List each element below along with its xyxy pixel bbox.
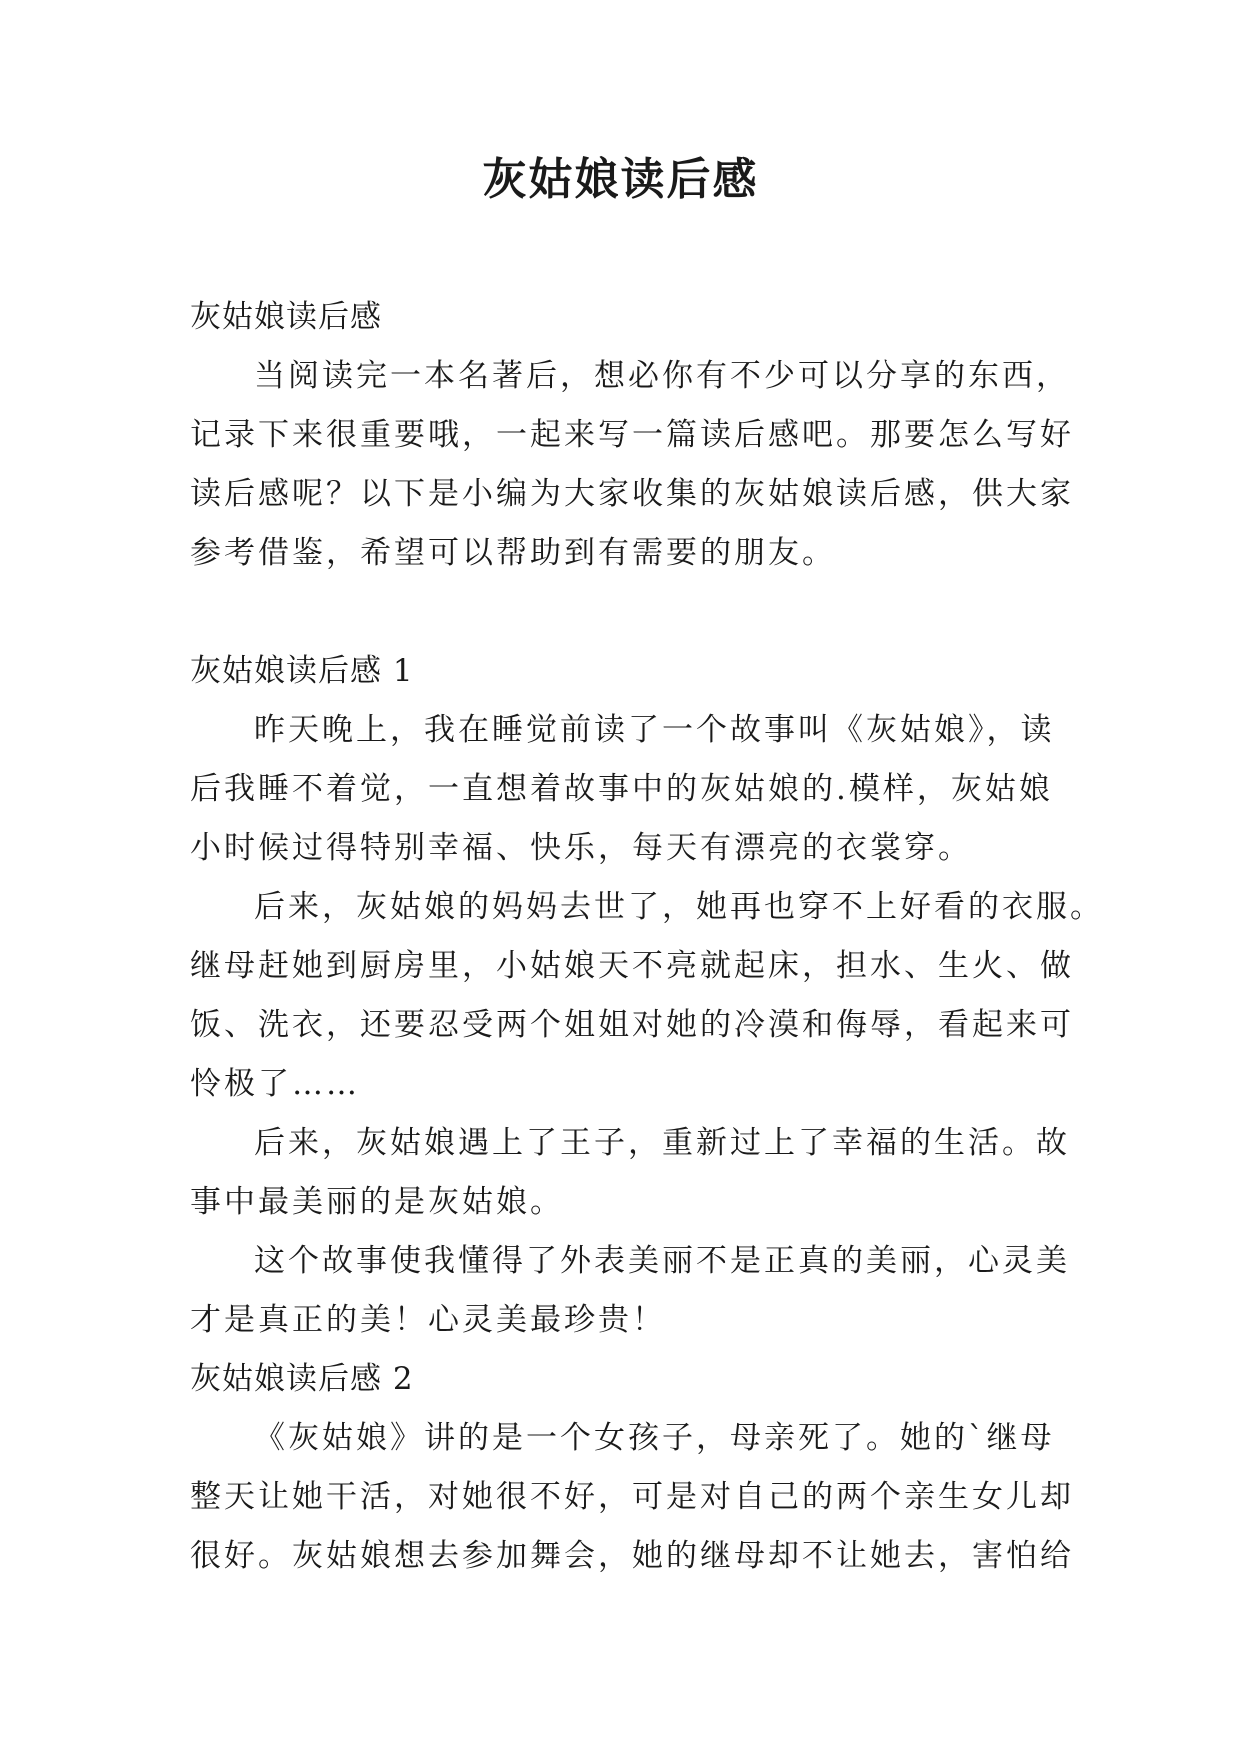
paragraph-line: 这个故事使我懂得了外表美丽不是正真的美丽，心灵美 (254, 1243, 1070, 1279)
paragraph-line: 记录下来很重要哦，一起来写一篇读后感吧。那要怎么写好 (190, 417, 1074, 453)
blank-line (190, 583, 1052, 642)
paragraph-line: 参考借鉴，希望可以帮助到有需要的朋友。 (190, 535, 836, 571)
paragraph-line: 怜极了…… (190, 1066, 360, 1102)
paragraph-line: 事中最美丽的是灰姑娘。 (190, 1184, 564, 1220)
paragraph-line: 读后感呢？以下是小编为大家收集的灰姑娘读后感，供大家 (190, 476, 1074, 512)
paragraph-line: 后来，灰姑娘的妈妈去世了，她再也穿不上好看的衣服。 (254, 889, 1104, 925)
paragraph-line: 才是真正的美！心灵美最珍贵！ (190, 1302, 666, 1338)
section-heading: 灰姑娘读后感 2 (190, 1361, 414, 1397)
section-heading: 灰姑娘读后感 (190, 299, 382, 335)
document-body (190, 288, 1104, 1586)
paragraph-line: 昨天晚上，我在睡觉前读了一个故事叫《灰姑娘》，读 (254, 712, 1055, 748)
paragraph-line: 饭、洗衣，还要忍受两个姐姐对她的冷漠和侮辱，看起来可 (190, 1007, 1074, 1043)
paragraph-line: 整天让她干活，对她很不好，可是对自己的两个亲生女儿却 (190, 1479, 1074, 1515)
section-heading: 灰姑娘读后感 1 (190, 653, 414, 689)
paragraph-line: 继母赶她到厨房里，小姑娘天不亮就起床，担水、生火、做 (190, 948, 1074, 984)
document-title: 灰姑娘读后感 (482, 154, 759, 205)
paragraph-line: 后来，灰姑娘遇上了王子，重新过上了幸福的生活。故 (254, 1125, 1070, 1161)
paragraph-line: 小时候过得特别幸福、快乐，每天有漂亮的衣裳穿。 (190, 830, 972, 866)
paragraph-line: 当阅读完一本名著后，想必你有不少可以分享的东西， (254, 358, 1070, 394)
paragraph-line: 后我睡不着觉，一直想着故事中的灰姑娘的.模样，灰姑娘 (190, 771, 1053, 807)
paragraph-line: 很好。灰姑娘想去参加舞会，她的继母却不让她去，害怕给 (190, 1538, 1074, 1574)
paragraph-line: 《灰姑娘》讲的是一个女孩子，母亲死了。她的`继母 (254, 1420, 1055, 1456)
